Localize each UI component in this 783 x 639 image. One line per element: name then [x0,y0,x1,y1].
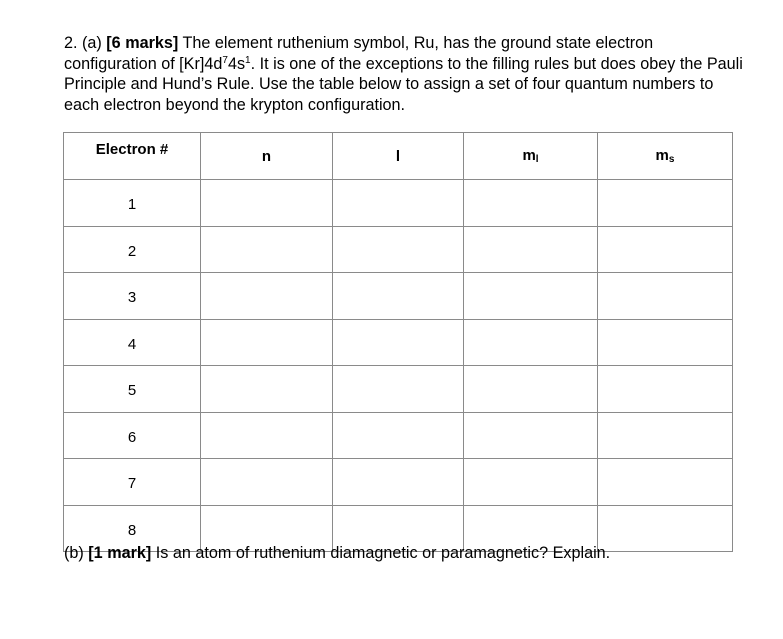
answer-cell-n[interactable] [201,459,333,506]
table-row [64,273,733,320]
header-ms: $m_s$ [598,133,733,180]
answer-cell-n[interactable] [201,412,333,459]
quantum-numbers-table [63,132,733,552]
answer-cell-n[interactable] [201,180,333,227]
answer-cell-n[interactable] [201,273,333,320]
electron-number-cell: 2 [64,226,201,273]
superscript-1: 1 [245,54,251,66]
answer-cell-ms[interactable] [598,180,733,227]
question-text-part-3: . It is one of the exceptions to the filling rules but does obey the Pauli Principle and Hund’s Rule. Use the table below to assign a set of four quantum numbers to each electron beyond the krypton configuration. [64,54,743,114]
answer-cell-l[interactable] [333,412,464,459]
answer-cell-ml[interactable] [464,412,598,459]
answer-cell-n[interactable] [201,366,333,413]
answer-cell-ms[interactable] [598,412,733,459]
answer-cell-ml[interactable] [464,273,598,320]
table-row [64,319,733,366]
table-row [64,226,733,273]
table-row [64,412,733,459]
question-2a [64,33,744,115]
electron-number-cell: 7 [64,459,201,506]
answer-cell-l[interactable] [333,319,464,366]
electron-number-cell: 3 [64,273,201,320]
answer-cell-l[interactable] [333,226,464,273]
header-electron-number: Electron # [64,133,201,180]
answer-cell-ms[interactable] [598,459,733,506]
electron-number-cell: 6 [64,412,201,459]
header-n: n [201,133,333,180]
question-number: 2. (a) [64,34,102,52]
table-header-row [64,133,733,180]
answer-cell-ms[interactable] [598,366,733,413]
question-text: Is an atom of ruthenium diamagnetic or paramagnetic? Explain. [155,544,611,562]
answer-cell-ms[interactable] [598,226,733,273]
answer-cell-ml[interactable] [464,226,598,273]
answer-cell-n[interactable] [201,226,333,273]
table-row [64,459,733,506]
question-number: (b) [64,544,84,562]
question-text-part-2: 4s [227,54,246,73]
electron-number-cell: 5 [64,366,201,413]
answer-cell-l[interactable] [333,459,464,506]
answer-cell-l[interactable] [333,366,464,413]
answer-cell-ms[interactable] [598,319,733,366]
answer-cell-ms[interactable] [598,505,733,552]
marks-label: [6 marks] [106,34,179,52]
header-l: l [333,133,464,180]
answer-cell-n[interactable] [201,319,333,366]
electron-number-cell: 8 [64,505,201,552]
superscript-7: 7 [222,54,228,66]
answer-cell-l[interactable] [333,180,464,227]
question-2b [64,543,610,563]
answer-cell-ml[interactable] [464,180,598,227]
question-text-part-1: The element ruthenium symbol, Ru, has the ground state electron configuration of [Kr]4d [64,34,654,73]
table-row [64,366,733,413]
table-row [64,180,733,227]
answer-cell-ms[interactable] [598,273,733,320]
marks-label: [1 mark] [88,544,152,562]
electron-number-cell: 1 [64,180,201,227]
answer-cell-l[interactable] [333,273,464,320]
header-ml: $m_l$ [464,133,598,180]
answer-cell-ml[interactable] [464,319,598,366]
answer-cell-ml[interactable] [464,459,598,506]
answer-cell-ml[interactable] [464,366,598,413]
electron-number-cell: 4 [64,319,201,366]
